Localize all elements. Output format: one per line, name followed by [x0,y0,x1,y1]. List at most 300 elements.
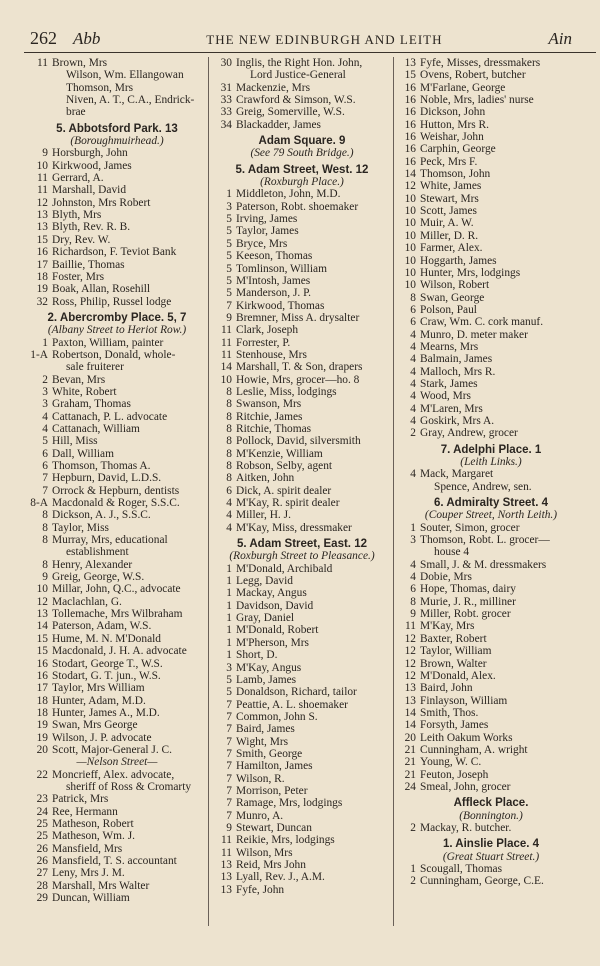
directory-entry [28,209,206,221]
directory-entry [396,378,586,390]
resident-name: Marshall, T. & Son, drapers [236,361,363,374]
resident-name: Forsyth, James [420,719,489,732]
house-number: 16 [404,131,416,144]
resident-name: Wood, Mrs [420,390,471,403]
resident-name: Noble, Mrs, ladies' nurse [420,94,534,107]
house-number: 8-A [30,497,48,510]
house-number: 25 [36,830,48,843]
street-subtitle: —Nelson Street— [76,756,158,769]
resident-name: Cunningham, George, C.E. [420,875,544,888]
house-number: 5 [226,686,232,699]
house-number: 15 [36,632,48,645]
resident-name: Bremner, Miss A. drysalter [236,311,360,324]
directory-entry [396,180,586,192]
house-number: 4 [42,422,48,435]
house-number: 6 [410,303,416,316]
house-number: 16 [404,155,416,168]
resident-name: M'Kay, R. spirit dealer [236,497,340,510]
directory-entry [28,160,206,172]
directory-entry [28,460,206,472]
resident-name: M'Pherson, Mrs [236,636,309,649]
directory-entry [396,316,586,328]
resident-name: Murray, Mrs, educational [52,534,168,547]
directory-entry [212,649,392,661]
directory-entry [212,94,392,106]
house-number: 7 [226,735,232,748]
house-number: 3 [226,661,232,674]
directory-entry [212,374,392,386]
directory-entry [212,686,392,698]
house-number: 7 [226,698,232,711]
page-header [30,28,588,54]
house-number: 1 [226,188,232,201]
directory-entry [212,213,392,225]
resident-name: Ramage, Mrs, lodgings [236,797,343,810]
resident-name: Baxter, Robert [420,632,487,645]
house-number: 15 [36,645,48,658]
directory-entry [396,719,586,731]
house-number: 33 [220,94,232,107]
directory-entry [212,847,392,859]
house-number: 7 [42,472,48,485]
house-number: 8 [226,422,232,435]
house-number: 9 [410,608,416,621]
house-number: 4 [410,365,416,378]
resident-name: Matheson, Robert [52,817,134,830]
resident-name: Ovens, Robert, butcher [420,69,526,82]
resident-name: Swan, Mrs George [52,719,138,732]
house-number: 7 [226,723,232,736]
house-number: 1 [226,612,232,625]
directory-entry [396,682,586,694]
resident-name: Legg, David [236,575,293,588]
resident-name: Paxton, William, painter [52,336,164,349]
resident-name: Young, W. C. [420,756,482,769]
street-subtitle: (Albany Street to Heriot Row.) [47,324,187,337]
directory-entry [396,390,586,402]
resident-name: Taylor, Mrs William [52,682,145,695]
house-number: 16 [404,143,416,156]
directory-entry [28,259,206,271]
directory-entry [396,769,586,781]
directory-entry [212,810,392,822]
directory-entry [212,587,392,599]
directory-entry [396,217,586,229]
house-number: 28 [36,879,48,892]
house-number: 8 [42,558,48,571]
house-number: 10 [404,242,416,255]
directory-entry [212,884,392,896]
house-number: 4 [410,468,416,481]
resident-name: Boak, Allan, Rosehill [52,283,151,296]
house-number: 11 [221,348,232,361]
resident-name: Hunter, Adam, M.D. [52,694,146,707]
house-number: 29 [36,892,48,905]
house-number: 12 [36,196,48,209]
resident-name: Carphin, George [420,143,496,156]
entry-continuation: Wilson, Wm. Ellangowan [66,69,184,82]
directory-entry [396,559,586,571]
house-number: 5 [226,237,232,250]
directory-entry [28,398,206,410]
house-number: 4 [410,340,416,353]
house-number: 12 [36,595,48,608]
house-number: 4 [226,497,232,510]
resident-name: Blyth, Rev. R. B. [52,221,131,234]
house-number: 1 [226,636,232,649]
resident-name: Hoggarth, James [420,254,497,267]
resident-name: Orrock & Hepburn, dentists [52,484,180,497]
resident-name: Macdonald, J. H. A. advocate [52,645,187,658]
resident-name: Marshall, Mrs Walter [52,879,150,892]
directory-entry [212,785,392,797]
house-number: 8 [42,534,48,547]
directory-entry [28,571,206,583]
house-number: 14 [36,620,48,633]
directory-entry [212,411,392,423]
resident-name: Manderson, J. P. [236,287,311,300]
resident-name: Lamb, James [236,673,297,686]
directory-entry [396,707,586,719]
directory-entry [212,300,392,312]
house-number: 4 [410,390,416,403]
entry-continuation: brae [66,106,86,119]
resident-name: Feuton, Joseph [420,768,489,781]
directory-entry [396,304,586,316]
directory-entry [396,608,586,620]
directory-entry [212,201,392,213]
resident-name: M'Intosh, James [236,274,311,287]
resident-name: Foster, Mrs [52,270,105,283]
directory-entry [28,374,206,386]
resident-name: Cattanach, William [52,422,140,435]
house-number: 1 [226,587,232,600]
resident-name: Mansfield, T. S. accountant [52,855,177,867]
directory-entry [212,497,392,509]
street-subtitle: (Roxburgh Place.) [260,176,344,189]
house-number: 11 [37,57,48,69]
directory-entry [28,596,206,608]
directory-entry [28,608,206,620]
house-number: 8 [226,410,232,423]
resident-name: M'Kay, Miss, dressmaker [236,521,352,534]
resident-name: Leith Oakum Works [420,731,513,744]
house-number: 2 [410,427,416,440]
resident-name: Taylor, William [420,645,492,658]
house-number: 20 [36,743,48,756]
house-number: 8 [42,509,48,522]
resident-name: Paterson, Adam, W.S. [52,620,152,633]
directory-entry [212,600,392,612]
street-subtitle: (Boroughmuirhead.) [70,135,164,148]
directory-entry [28,658,206,670]
resident-name: Smith, George [236,747,303,760]
resident-name: Hepburn, David, L.D.S. [52,472,162,485]
resident-name: Gerrard, A. [52,172,104,185]
house-number: 4 [410,414,416,427]
resident-name: M'Donald, Robert [236,624,319,637]
entry-continuation: Spence, Andrew, sen. [434,480,532,493]
resident-name: Ree, Hermann [52,805,118,818]
resident-name: Miller, Robt. grocer [420,608,511,621]
directory-entry [396,82,586,94]
directory-entry [396,534,586,546]
house-number: 5 [226,225,232,238]
house-number: 16 [36,669,48,682]
resident-name: Mansfield, Mrs [52,842,123,855]
resident-name: Craw, Wm. C. cork manuf. [420,316,544,329]
resident-name: Fyfe, John [236,883,285,896]
resident-name: Stodart, George T., W.S. [52,657,163,670]
house-number: 10 [404,205,416,218]
entry-continuation: sale fruiterer [66,361,124,374]
directory-entry [212,637,392,649]
directory-entry [28,472,206,484]
left-key: Abb [73,29,101,48]
house-number: 4 [410,377,416,390]
resident-name: Bevan, Mrs [52,373,106,386]
resident-name: Malloch, Mrs R. [420,365,496,378]
resident-name: Fyfe, Misses, dressmakers [420,57,541,69]
house-number: 8 [226,385,232,398]
directory-entry [28,843,206,855]
column-divider [208,57,209,926]
resident-name: Robertson, Donald, whole- [52,348,176,361]
resident-name: Dry, Rev. W. [52,233,111,246]
directory-entry [28,246,206,258]
resident-name: Thomson, Robt. L. grocer— [420,534,550,547]
directory-entry [212,760,392,772]
directory-entry [212,624,392,636]
directory-entry [28,509,206,521]
resident-name: Wilson, Mrs [236,846,293,859]
resident-name: Crawford & Simson, W.S. [236,94,356,107]
house-number: 7 [226,784,232,797]
house-number: 5 [226,673,232,686]
page-number: 262 [30,28,57,48]
house-number: 12 [404,657,416,670]
directory-entry [396,230,586,242]
directory-entry [212,773,392,785]
directory-entry [396,193,586,205]
resident-name: Miller, D. R. [420,229,479,242]
resident-name: Murie, J. R., milliner [420,595,516,608]
directory-entry [28,744,206,756]
house-number: 1 [226,624,232,637]
directory-entry [28,497,206,509]
directory-entry [396,57,586,69]
house-number: 13 [36,608,48,621]
house-number: 6 [226,484,232,497]
resident-name: Taylor, James [236,225,299,238]
resident-name: Clark, Joseph [236,324,299,337]
house-number: 4 [410,571,416,584]
directory-entry [396,353,586,365]
directory-entry [212,575,392,587]
directory-entry [28,769,206,781]
directory-entry [212,509,392,521]
resident-name: Gray, Daniel [236,612,295,625]
house-number: 13 [220,871,232,884]
directory-entry [396,522,586,534]
resident-name: M'Donald, Archibald [236,562,333,575]
house-number: 11 [221,834,232,847]
house-number: 4 [410,353,416,366]
resident-name: Hamilton, James [236,760,313,773]
house-number: 12 [404,645,416,658]
house-number: 5 [226,213,232,226]
directory-entry [396,94,586,106]
resident-name: Tollemache, Mrs Wilbraham [52,608,183,621]
resident-name: Thomson, John [420,168,491,181]
directory-entry [396,744,586,756]
directory-entry [212,699,392,711]
entry-continuation: house 4 [434,546,470,559]
directory-entry [212,563,392,575]
directory-entry [396,633,586,645]
directory-entry [28,349,206,361]
house-number: 13 [220,883,232,896]
directory-entry [28,184,206,196]
directory-entry [28,435,206,447]
house-number: 25 [36,817,48,830]
house-number: 21 [404,743,416,756]
resident-name: Duncan, William [52,892,130,905]
house-number: 24 [36,805,48,818]
directory-entry [396,822,586,834]
directory-entry [28,337,206,349]
entry-continuation: establishment [66,546,129,559]
house-number: 13 [36,221,48,234]
house-number: 8 [410,595,416,608]
directory-entry [28,633,206,645]
directory-entry [396,583,586,595]
resident-name: Middleton, John, M.D. [236,188,341,201]
directory-entry [212,324,392,336]
house-number: 18 [36,706,48,719]
directory-entry [28,234,206,246]
directory-entry [396,875,586,887]
resident-name: M'Kenzie, William [236,447,323,460]
house-number: 8 [226,398,232,411]
resident-name: Kirkwood, Thomas [236,299,325,312]
house-number: 11 [37,172,48,185]
house-number: 2 [42,373,48,386]
street-heading: 5. Adam Street, East. 12 [237,538,367,551]
house-number: 7 [226,809,232,822]
directory-entry [396,863,586,875]
directory-entry [28,57,206,69]
resident-name: Brown, Mrs [52,57,108,69]
resident-name: Richardson, F. Teviot Bank [52,246,177,259]
directory-entry [28,867,206,879]
resident-name: Moncrieff, Alex. advocate, [52,768,175,781]
house-number: 3 [226,200,232,213]
house-number: 16 [404,118,416,131]
house-number: 10 [404,229,416,242]
house-number: 2 [410,875,416,888]
house-number: 23 [36,793,48,806]
resident-name: Finlayson, William [420,694,508,707]
house-number: 19 [36,731,48,744]
directory-entry [396,658,586,670]
directory-entry [28,818,206,830]
directory-entry [396,620,586,632]
resident-name: Dick, A. spirit dealer [236,484,332,497]
resident-name: Munro, A. [236,809,284,822]
directory-entry [28,732,206,744]
directory-entry [28,855,206,867]
directory-entry [212,82,392,94]
directory-entry [28,670,206,682]
street-heading: 2. Abercromby Place. 5, 7 [47,311,187,324]
directory-entry [28,892,206,904]
house-number: 5 [226,274,232,287]
street-subtitle: (See 79 South Bridge.) [250,147,354,160]
resident-name: Henry, Alexander [52,558,133,571]
directory-entry [212,859,392,871]
directory-entry [28,485,206,497]
resident-name: Dall, William [52,447,114,460]
resident-name: Blyth, Mrs [52,209,102,222]
directory-entry [212,834,392,846]
resident-name: Pollock, David, silversmith [236,435,361,448]
house-number: 3 [42,398,48,411]
resident-name: M'Kay, Mrs [420,620,475,633]
resident-name: Stewart, Duncan [236,821,312,834]
directory-entry [396,695,586,707]
house-number: 10 [404,254,416,267]
house-number: 10 [36,159,48,172]
house-number: 7 [226,710,232,723]
resident-name: Hunter, James A., M.D. [52,706,160,719]
resident-name: White, James [420,180,482,193]
street-heading: 5. Adam Street, West. 12 [235,163,369,176]
house-number: 16 [404,94,416,107]
directory-entry [396,131,586,143]
resident-name: M'Laren, Mrs [420,402,483,415]
resident-name: Baird, James [236,723,295,736]
page-title: THE NEW EDINBURGH AND LEITH [206,32,443,47]
resident-name: Scott, Major-General J. C. [52,743,172,756]
entry-continuation: Lord Justice-General [250,69,346,82]
street-heading: 6. Admiralty Street. 4 [434,497,548,510]
resident-name: Dickson, John [420,106,486,119]
directory-entry [212,238,392,250]
resident-name: Souter, Simon, grocer [420,521,520,534]
house-number: 26 [36,842,48,855]
resident-name: Greig, Somerville, W.S. [236,106,345,119]
directory-entry [28,411,206,423]
house-number: 10 [404,266,416,279]
resident-name: Kirkwood, James [52,159,132,172]
house-number: 12 [404,669,416,682]
resident-name: Bryce, Mrs [236,237,288,250]
house-number: 1 [226,599,232,612]
house-number: 12 [404,632,416,645]
house-number: 9 [42,571,48,584]
house-number: 4 [226,521,232,534]
house-number: 1 [226,562,232,575]
resident-name: Mack, Margaret [420,468,494,481]
house-number: 8 [226,472,232,485]
house-number: 8 [226,447,232,460]
directory-entry [212,612,392,624]
house-number: 17 [36,258,48,271]
house-number: 3 [410,534,416,547]
house-number: 21 [404,756,416,769]
house-number: 4 [410,402,416,415]
